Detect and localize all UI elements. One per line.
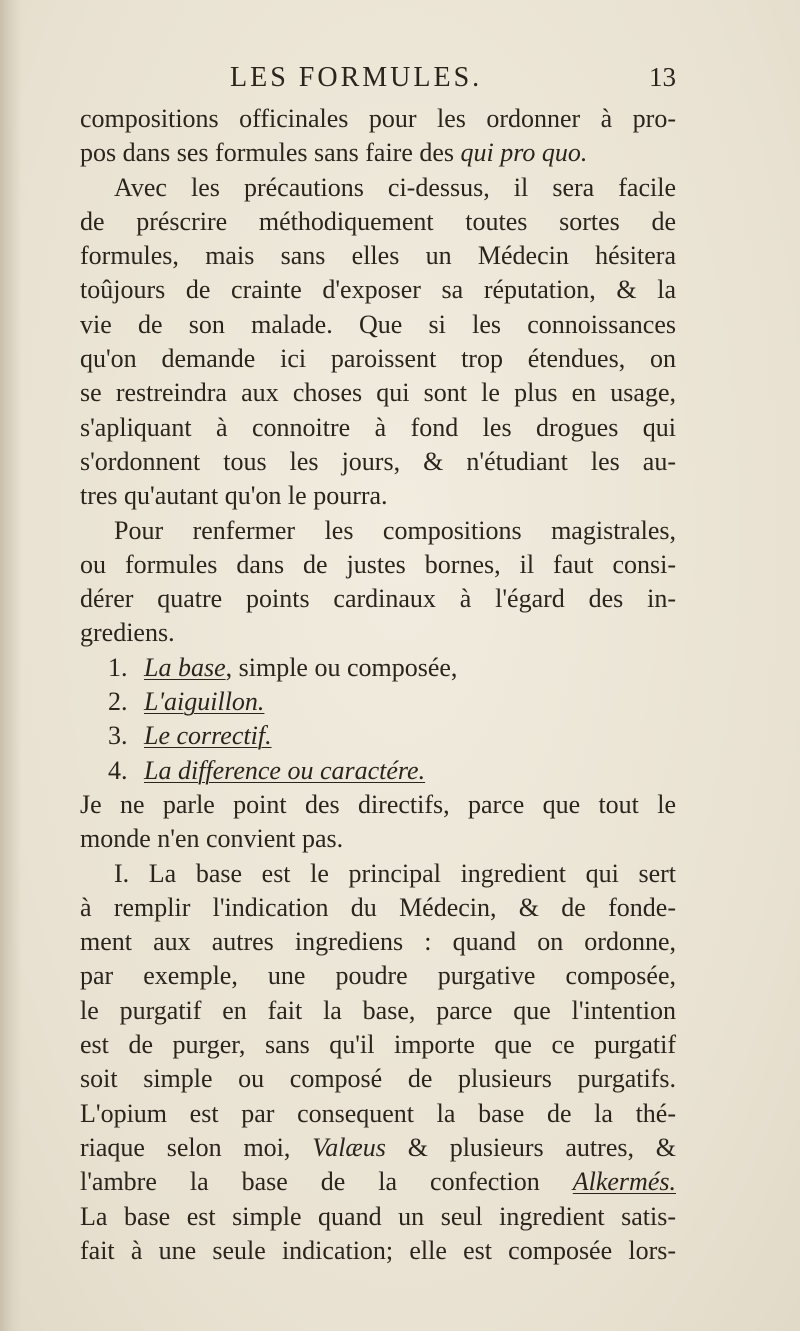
text-line: Je ne parle point des directifs, parce que tout le: [80, 789, 676, 819]
text-line: se restreindra aux choses qui sont le plus en usage,: [80, 378, 676, 408]
text-line: dérer quatre points cardinaux à l'égard des in-: [80, 584, 676, 614]
text-line: qu'on demande ici paroissent trop étendues, on: [80, 344, 676, 374]
text-line: grediens.: [80, 618, 175, 648]
text-run: pos dans ses formules sans faire des: [80, 138, 461, 168]
list-number: 2.: [108, 687, 128, 717]
text-line: Avec les précautions ci-dessus, il sera facile: [114, 172, 676, 202]
text-line: toûjours de crainte d'exposer sa réputation, & la: [80, 275, 676, 305]
text-line: [80, 1165, 676, 1199]
list-number: 4.: [108, 755, 128, 785]
text-line: [80, 1131, 676, 1165]
list-item: [80, 754, 676, 788]
text-line: compositions officinales pour les ordonner à pro-: [80, 104, 676, 133]
list-term: La base: [144, 652, 226, 682]
text-line: ou formules dans de justes bornes, il faut consi-: [80, 549, 676, 579]
text-line: à remplir l'indication du Médecin, & de fonde-: [80, 892, 676, 922]
text-line: Pour renfermer les compositions magistrales,: [114, 515, 676, 545]
italic-name: Alkermés.: [572, 1167, 676, 1197]
list-item: [80, 685, 676, 719]
text-line: [80, 136, 676, 170]
text-line: le purgatif en fait la base, parce que l'intention: [80, 995, 676, 1025]
text-run: riaque selon moi,: [80, 1132, 313, 1162]
list-term: La difference ou caractére.: [144, 755, 426, 785]
text-run: & plusieurs autres, &: [385, 1132, 676, 1162]
italic-phrase: qui pro quo.: [460, 138, 588, 168]
text-line: s'ordonnent tous les jours, & n'étudiant les au-: [80, 446, 676, 476]
running-title: LES FORMULES.: [230, 62, 483, 93]
text-line: fait à une seule indication; elle est composée lors-: [80, 1235, 676, 1265]
text-line: par exemple, une poudre purgative composée,: [80, 961, 676, 991]
list-term: L'aiguillon.: [144, 687, 265, 717]
italic-name: Valæus: [312, 1132, 386, 1162]
list-rest: , simple ou composée,: [225, 652, 458, 682]
list-item: [80, 719, 676, 753]
page-gutter-shadow: [0, 0, 22, 1331]
text-line: La base est simple quand un seul ingredient satis-: [80, 1201, 676, 1231]
text-line: formules, mais sans elles un Médecin hésitera: [80, 241, 676, 271]
list-number: 1.: [108, 652, 128, 682]
running-head: [76, 60, 676, 100]
list-term: Le correctif.: [144, 721, 272, 751]
text-line: monde n'en convient pas.: [80, 824, 344, 854]
text-line: s'apliquant à connoitre à fond les drogues qui: [80, 412, 676, 442]
text-line: soit simple ou composé de plusieurs purgatifs.: [80, 1064, 676, 1094]
text-line: de préscrire méthodiquement toutes sortes de: [80, 206, 676, 236]
list-number: 3.: [108, 721, 128, 751]
text-line: vie de son malade. Que si les connoissances: [80, 309, 676, 339]
text-line: I. La base est le principal ingredient qui sert: [114, 858, 676, 888]
text-run: l'ambre la base de la confection: [80, 1167, 573, 1197]
text-line: ment aux autres ingrediens : quand on ordonne,: [80, 927, 676, 957]
text-line: L'opium est par consequent la base de la thé-: [80, 1098, 676, 1128]
body-text: [80, 102, 676, 1268]
text-line: tres qu'autant qu'on le pourra.: [80, 481, 388, 511]
page-number: 13: [649, 62, 676, 92]
text-line: est de purger, sans qu'il importe que ce purgatif: [80, 1030, 676, 1060]
list-item: [80, 651, 676, 685]
